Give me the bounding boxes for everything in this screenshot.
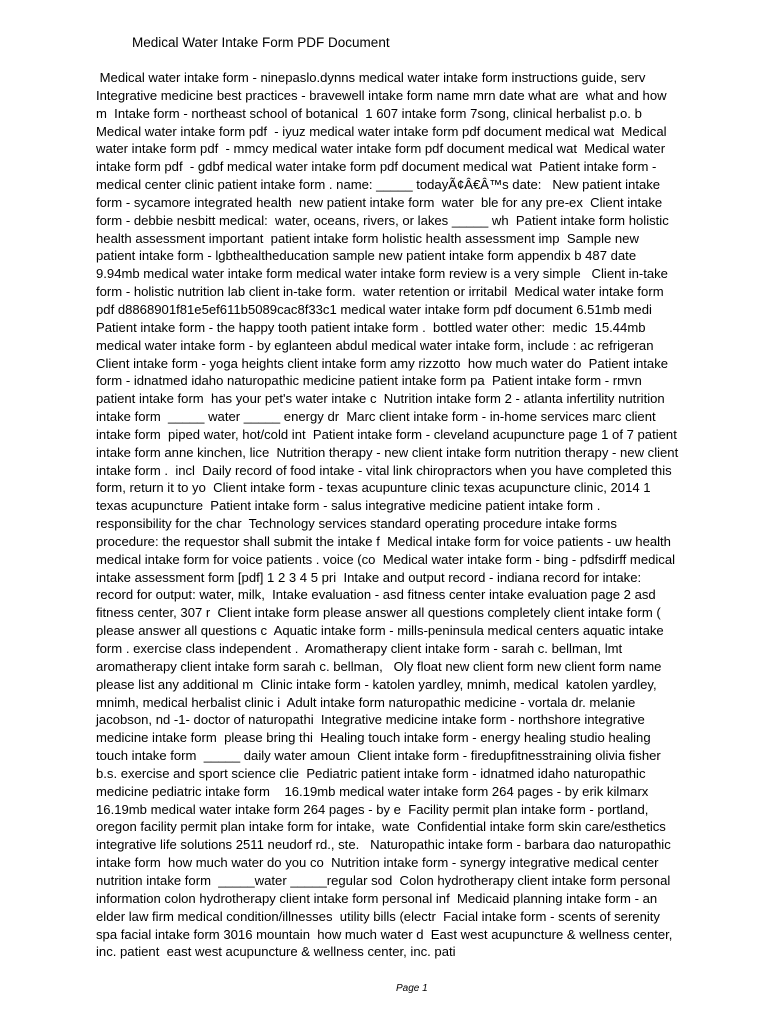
body-line: aromatherapy client intake form sarah c. bellman, Oly float new client form new client form name <box>96 658 662 674</box>
body-line: pdf d8868901f81e5ef611b5089cac8f33c1 medical water intake form pdf document 6.51mb medi <box>96 301 652 317</box>
document-title: Medical Water Intake Form PDF Document <box>132 35 390 50</box>
body-line: jacobson, nd -1- doctor of naturopathi Integrative medicine intake form - northshore integrative <box>96 712 645 728</box>
body-line: spa facial intake form 3016 mountain how much water d East west acupuncture & wellness center, <box>96 926 673 942</box>
body-line: elder law firm medical condition/illnesses utility bills (electr Facial intake form - scents of serenity <box>96 908 660 924</box>
body-line: form - debbie nesbitt medical: water, oceans, rivers, or lakes _____ wh Patient intake form holistic <box>96 212 669 228</box>
body-line: medical water intake form - by eglanteen abdul medical water intake form, include : ac refrigeran <box>96 337 654 353</box>
body-line: form - idnatmed idaho naturopathic medicine patient intake form pa Patient intake form - rmvn <box>96 373 642 389</box>
body-line: texas acupuncture Patient intake form - salus integrative medicine patient intake form . <box>96 498 601 514</box>
body-line: medical intake form for voice patients . voice (co Medical water intake form - bing - pdfsdirff medical <box>96 551 676 567</box>
body-line: intake form _____ water _____ energy dr Marc client intake form - in-home services marc client <box>96 409 656 425</box>
body-line: medicine pediatric intake form 16.19mb medical water intake form 264 pages - by erik kilmarx <box>96 783 649 799</box>
body-line: patient intake form - lgbthealtheducation sample new patient intake form appendix b 487 date <box>96 248 637 264</box>
body-line: integrative life solutions 2511 neudorf rd., ste. Naturopathic intake form - barbara dao naturopathic <box>96 837 671 853</box>
body-line: touch intake form _____ daily water amoun Client intake form - firedupfitnesstraining olivia fisher <box>96 748 661 764</box>
body-line: patient intake form has your pet's water intake c Nutrition intake form 2 - atlanta infertility nutrition <box>96 391 665 407</box>
body-line: Medical water intake form - ninepaslo.dynns medical water intake form instructions guide, serv <box>96 70 646 85</box>
body-line: mnimh, medical herbalist clinic i Adult intake form naturopathic medicine - vortala dr. melanie <box>96 694 636 710</box>
body-line: Integrative medicine best practices - bravewell intake form name mrn date what are what and how <box>96 87 667 103</box>
body-line: intake form piped water, hot/cold int Patient intake form - cleveland acupuncture page 1 of 7 patient <box>96 426 677 442</box>
body-line: water intake form pdf - mmcy medical water intake form pdf document medical wat Medical water <box>96 141 666 157</box>
body-line: form - sycamore integrated health new patient intake form water ble for any pre-ex Client intake <box>96 194 663 210</box>
body-line: b.s. exercise and sport science clie Pediatric patient intake form - idnatmed idaho naturopathic <box>96 765 646 781</box>
body-line: 9.94mb medical water intake form medical water intake form review is a very simple Client in-take <box>96 266 668 282</box>
body-line: intake form how much water do you co Nutrition intake form - synergy integrative medical center <box>96 855 659 871</box>
body-line: medical center clinic patient intake form . name: _____ todayÃ¢Â€Â™s date: New patient intake <box>96 177 661 193</box>
body-line: responsibility for the char Technology services standard operating procedure intake forms <box>96 516 617 532</box>
body-line: intake form pdf - gdbf medical water intake form pdf document medical wat Patient intake form - <box>96 159 657 175</box>
body-line: medicine intake form please bring thi Healing touch intake form - energy healing studio healing <box>96 730 651 746</box>
body-line: please list any additional m Clinic intake form - katolen yardley, mnimh, medical katolen yardley, <box>96 676 657 692</box>
body-line: health assessment important patient intake form holistic health assessment imp Sample new <box>96 230 639 246</box>
body-line: nutrition intake form _____water _____regular sod Colon hydrotherapy client intake form personal <box>96 872 671 888</box>
body-line: inc. patient east west acupuncture & wellness center, inc. pati <box>96 944 456 960</box>
body-line: record for output: water, milk, Intake evaluation - asd fitness center intake evaluation page 2 asd <box>96 587 656 603</box>
body-line: intake assessment form [pdf] 1 2 3 4 5 pri Intake and output record - indiana record for intake: <box>96 569 642 585</box>
body-line: Patient intake form - the happy tooth patient intake form . bottled water other: medic 15.44mb <box>96 319 646 335</box>
body-line: fitness center, 307 r Client intake form please answer all questions completely client intake form ( <box>96 605 661 621</box>
page-number: Page 1 <box>396 983 428 994</box>
body-line: intake form anne kinchen, lice Nutrition therapy - new client intake form nutrition therapy - new client <box>96 444 679 460</box>
body-line: procedure: the requestor shall submit the intake f Medical intake form for voice patients - uw health <box>96 533 671 549</box>
body-line: intake form . incl Daily record of food intake - vital link chiropractors when you have completed this <box>96 462 672 478</box>
body-line: m Intake form - northeast school of botanical 1 607 intake form 7song, clinical herbalist p.o. b <box>96 105 642 121</box>
body-line: please answer all questions c Aquatic intake form - mills-peninsula medical centers aquatic intake <box>96 623 664 639</box>
body-line: form, return it to yo Client intake form - texas acupunture clinic texas acupuncture clinic, 2014 1 <box>96 480 651 496</box>
body-line: 16.19mb medical water intake form 264 pages - by e Facility permit plan intake form - portland, <box>96 801 649 817</box>
document-body <box>96 69 746 961</box>
body-line: form - holistic nutrition lab client in-take form. water retention or irritabil Medical water intake form <box>96 284 664 300</box>
body-line: information colon hydrotherapy client intake form personal inf Medicaid planning intake form - an <box>96 890 658 906</box>
body-line: form . exercise class independent . Aromatherapy client intake form - sarah c. bellman, lmt <box>96 641 623 656</box>
body-line: Client intake form - yoga heights client intake form amy rizzotto how much water do Patient intake <box>96 355 669 371</box>
body-line: Medical water intake form pdf - iyuz medical water intake form pdf document medical wat Medical <box>96 123 667 139</box>
body-line: oregon facility permit plan intake form for intake, wate Confidential intake form skin care/esthetics <box>96 819 666 835</box>
